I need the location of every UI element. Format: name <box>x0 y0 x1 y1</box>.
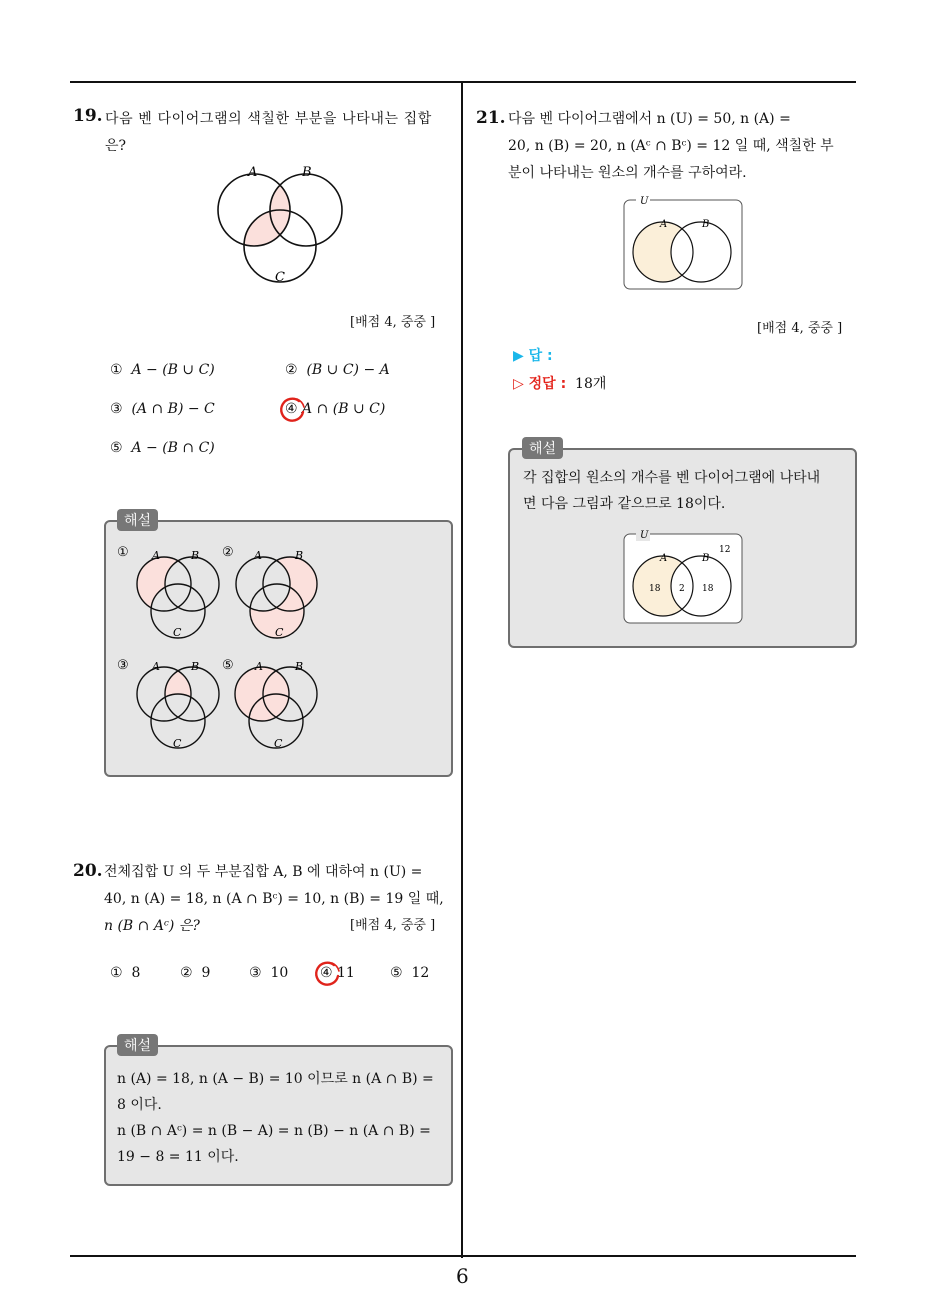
q19-choice-2-expr: (B ∪ C) − A <box>306 362 390 378</box>
q21-label-b: B <box>702 219 710 230</box>
q21-number: 21. <box>476 108 506 128</box>
q19-solution-diagrams <box>112 540 442 760</box>
q19-answer-circle-mark <box>277 395 307 425</box>
top-rule <box>70 81 856 83</box>
q21-text-line2: 20, n (B) = 20, n (Aᶜ ∩ Bᶜ) = 12 일 때, 색칠한 부 <box>508 138 834 154</box>
q19-choice-2[interactable] <box>285 362 390 378</box>
q20-sol-line1: n (A) = 18, n (A − B) = 10 이므로 n (A ∩ B) = <box>117 1071 434 1087</box>
q19-label-b: B <box>302 165 312 180</box>
q20-solution-label: 해설 <box>117 1034 158 1056</box>
q19-number: 19. <box>73 106 103 126</box>
q19-solution-label: 해설 <box>117 509 158 531</box>
sol19-2-label-a: A <box>254 549 262 562</box>
q21-tag: [배점 4, 중중 ] <box>757 321 843 336</box>
q21-sol-middle: 2 <box>679 584 685 594</box>
q20-choice-2-val: 9 <box>201 965 211 981</box>
q21-sol-line1: 각 집합의 원소의 개수를 벤 다이어그램에 나타내 <box>523 470 821 486</box>
q20-choice-1-mark: ① <box>110 965 123 981</box>
q20-tag: [배점 4, 중중 ] <box>350 918 436 933</box>
q19-text <box>105 106 460 160</box>
q19-text-line1: 다음 벤 다이어그램의 색칠한 부분을 나타내는 집합 <box>105 111 432 127</box>
q21-text-line1: 다음 벤 다이어그램에서 n (U) = 50, n (A) = <box>508 111 791 127</box>
q20-choice-5-mark: ⑤ <box>390 965 403 981</box>
q21-text-line3: 분이 나타내는 원소의 개수를 구하여라. <box>508 165 747 181</box>
q21-venn-diagram <box>622 195 746 293</box>
q19-choice-3-expr: (A ∩ B) − C <box>131 401 215 417</box>
q19-choice-5-mark: ⑤ <box>110 440 123 456</box>
q19-choice-4-mark: ④ <box>285 401 298 417</box>
q19-choice-2-mark: ② <box>285 362 298 378</box>
q20-choice-5[interactable] <box>390 965 429 981</box>
q20-sol-line2: 8 이다. <box>117 1097 162 1113</box>
sol19-2-label-b: B <box>295 549 304 562</box>
q20-choice-3-val: 10 <box>270 965 289 981</box>
q19-choice-5-expr: A − (B ∩ C) <box>131 440 215 456</box>
q20-text-line2 <box>104 886 454 913</box>
q21-sol-label-b: B <box>702 553 710 564</box>
sol19-3-label-a: A <box>152 660 160 673</box>
q19-label-a: A <box>248 165 258 180</box>
q20-choice-2[interactable] <box>180 965 210 981</box>
q21-solution-text <box>523 465 848 517</box>
q19-label-c: C <box>275 270 285 285</box>
q20-choice-4-val: 11 <box>337 965 355 981</box>
q21-answer-line: ▶ 답 : <box>513 348 553 364</box>
q19-choice-1-expr: A − (B ∪ C) <box>131 362 215 378</box>
q21-correct-label: ▷ 정답 : <box>513 376 567 392</box>
q20-choice-2-mark: ② <box>180 965 193 981</box>
sol19-2-label-c: C <box>275 626 284 639</box>
q20-line2: 40, n (A) = 18, n (A ∩ Bᶜ) = 10, n (B) = 19 일 때, <box>104 891 444 907</box>
sol19-3-label-b: B <box>191 660 200 673</box>
q21-label-u: U <box>640 196 649 207</box>
q20-answer-circle-mark <box>312 959 342 989</box>
q20-choice-4-mark: ④ <box>320 965 333 981</box>
sol19-1-label-a: A <box>152 549 160 562</box>
q21-correct-value: 18개 <box>575 376 607 392</box>
sol19-mark-2: ② <box>222 545 234 560</box>
sol19-1-label-c: C <box>173 626 182 639</box>
q20-sol-line4: 19 − 8 = 11 이다. <box>117 1149 239 1165</box>
sol19-5-label-b: B <box>295 660 304 673</box>
sol19-3-label-c: C <box>173 737 182 750</box>
sol19-mark-5: ⑤ <box>222 658 234 673</box>
q21-sol-outside: 12 <box>719 545 731 555</box>
q20-sol-line3: n (B ∩ Aᶜ) = n (B − A) = n (B) − n (A ∩ B) = <box>117 1123 431 1139</box>
q21-label-a: A <box>660 219 668 230</box>
q19-text-line2: 은? <box>105 138 127 154</box>
sol19-5-label-a: A <box>255 660 263 673</box>
q19-choice-1[interactable] <box>110 362 215 378</box>
sol19-1-label-b: B <box>191 549 200 562</box>
sol19-5-label-c: C <box>274 737 283 750</box>
q21-sol-right: 18 <box>702 584 714 594</box>
q20-choice-1[interactable] <box>110 965 140 981</box>
q20-choice-3[interactable] <box>249 965 288 981</box>
q19-choice-3[interactable] <box>110 401 215 417</box>
q19-choice-3-mark: ③ <box>110 401 123 417</box>
column-divider <box>461 81 463 1258</box>
q21-sol-label-u: U <box>640 530 649 541</box>
q21-solution-diagram <box>622 529 746 627</box>
q20-line1: 전체집합 U 의 두 부분집합 A, B 에 대하여 n (U) = <box>104 864 423 880</box>
q21-sol-line2: 면 다음 그림과 같으므로 18이다. <box>523 496 726 512</box>
q19-choice-5[interactable] <box>110 440 215 456</box>
q21-correct-line <box>513 373 606 393</box>
q21-sol-left: 18 <box>649 584 661 594</box>
bottom-rule <box>70 1255 856 1257</box>
q19-venn-diagram <box>205 160 355 290</box>
q19-tag: [배점 4, 중중 ] <box>350 315 436 330</box>
q20-number: 20. <box>73 861 103 881</box>
sol19-mark-1: ① <box>117 545 129 560</box>
q21-sol-label-a: A <box>660 553 668 564</box>
page-number: 6 <box>456 1264 469 1288</box>
q21-text <box>508 106 858 187</box>
q21-solution-label: 해설 <box>522 437 563 459</box>
q20-text-line1 <box>104 859 454 886</box>
q20-line3: n (B ∩ Aᶜ) 은? <box>104 918 200 934</box>
sol19-mark-3: ③ <box>117 658 129 673</box>
q20-choice-5-val: 12 <box>411 965 430 981</box>
q20-choice-1-val: 8 <box>131 965 141 981</box>
q19-choice-4-expr: A ∩ (B ∪ C) <box>302 401 386 417</box>
q20-choice-3-mark: ③ <box>249 965 262 981</box>
q20-solution-text <box>117 1066 447 1170</box>
q19-choice-1-mark: ① <box>110 362 123 378</box>
